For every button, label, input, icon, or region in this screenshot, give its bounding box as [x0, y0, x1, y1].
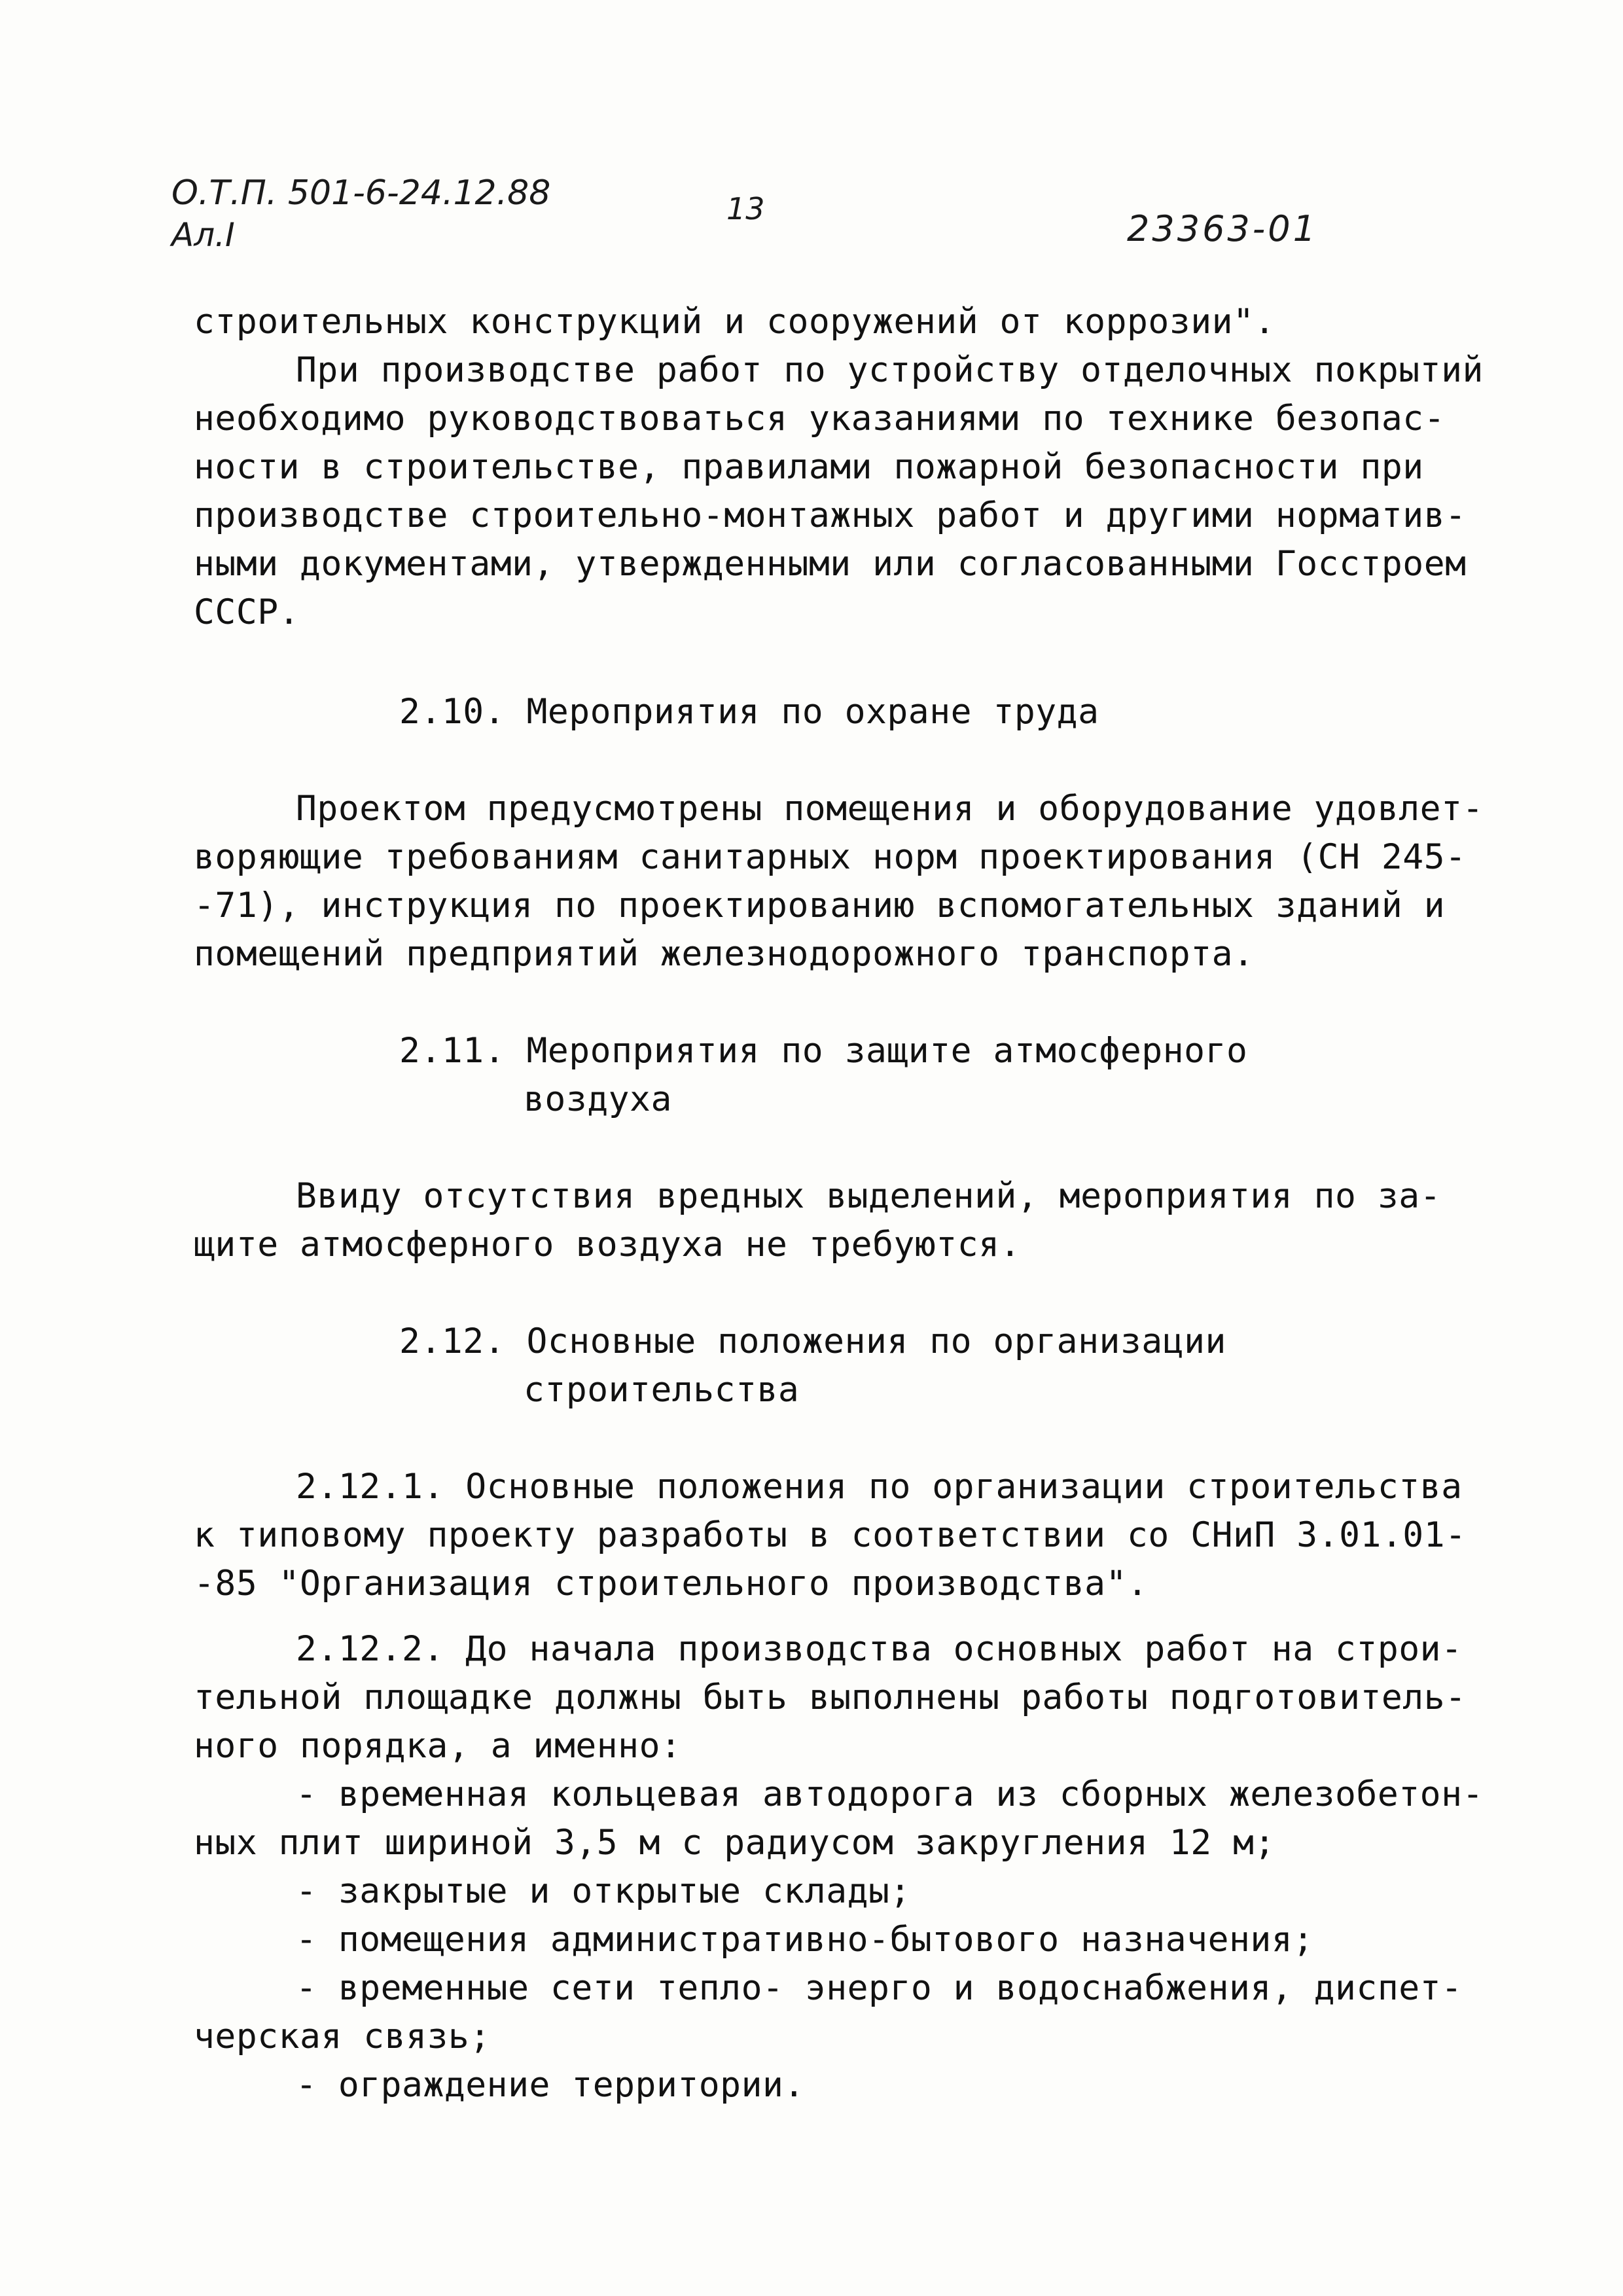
list-item: - помещения административно-бытового назначения; — [296, 1920, 1314, 1960]
text-line: -85 "Организация строительного производства". — [194, 1564, 1149, 1604]
section-heading-2-10: 2.10. Мероприятия по охране труда — [399, 692, 1099, 732]
text-line: к типовому проекту разработы в соответствии со СНиП 3.01.01- — [194, 1515, 1467, 1555]
text-line: необходимо руководствоваться указаниями по технике безопас- — [194, 399, 1446, 439]
text-line: 2.12.2. До начала производства основных работ на строи- — [296, 1629, 1463, 1669]
text-line: тельной площадке должны быть выполнены работы подготовитель- — [194, 1677, 1467, 1717]
text-line: При производстве работ по устройству отделочных покрытий — [296, 350, 1484, 390]
section-heading-2-11-cont: воздуха — [524, 1079, 672, 1119]
text-line: воряющие требованиям санитарных норм проектирования (СН 245- — [194, 837, 1467, 877]
text-line: СССР. — [194, 592, 300, 632]
order-number: 23363-01 — [1127, 208, 1318, 249]
text-line: помещений предприятий железнодорожного транспорта. — [194, 934, 1255, 974]
section-heading-2-12: 2.12. Основные положения по организации — [399, 1321, 1226, 1361]
section-heading-2-12-cont: строительства — [524, 1370, 800, 1410]
section-heading-2-11: 2.11. Мероприятия по защите атмосферного — [399, 1031, 1248, 1071]
page-number: 13 — [726, 191, 765, 226]
text-line: 2.12.1. Основные положения по организации строительства — [296, 1467, 1463, 1507]
text-line: Ввиду отсутствия вредных выделений, мероприятия по за- — [296, 1176, 1442, 1216]
text-line: -71), инструкция по проектированию вспомогательных зданий и — [194, 886, 1446, 925]
text-line: щите атмосферного воздуха не требуются. — [194, 1225, 1021, 1265]
text-line: Проектом предусмотрены помещения и оборудование удовлет- — [296, 789, 1484, 829]
list-item: - закрытые и открытые склады; — [296, 1871, 911, 1911]
list-item: - временные сети тепло- энерго и водоснабжения, диспет- — [296, 1968, 1463, 2008]
text-line: ности в строительстве, правилами пожарной безопасности при — [194, 447, 1424, 487]
list-item: - ограждение территории. — [296, 2065, 805, 2105]
list-item-cont: ных плит шириной 3,5 м с радиусом закругления 12 м; — [194, 1823, 1275, 1863]
album-label: Ал.I — [171, 216, 235, 254]
list-item: - временная кольцевая автодорога из сборных железобетон- — [296, 1774, 1484, 1814]
text-line: производстве строительно-монтажных работ и другими норматив- — [194, 495, 1467, 535]
text-line: ного порядка, а именно: — [194, 1726, 682, 1766]
text-line: ными документами, утвержденными или согласованными Госстроем — [194, 544, 1467, 584]
doc-code: О.Т.П. 501-6-24.12.88 — [171, 173, 551, 213]
text-line: строительных конструкций и сооружений от коррозии". — [194, 302, 1275, 342]
list-item-cont: черская связь; — [194, 2017, 491, 2056]
